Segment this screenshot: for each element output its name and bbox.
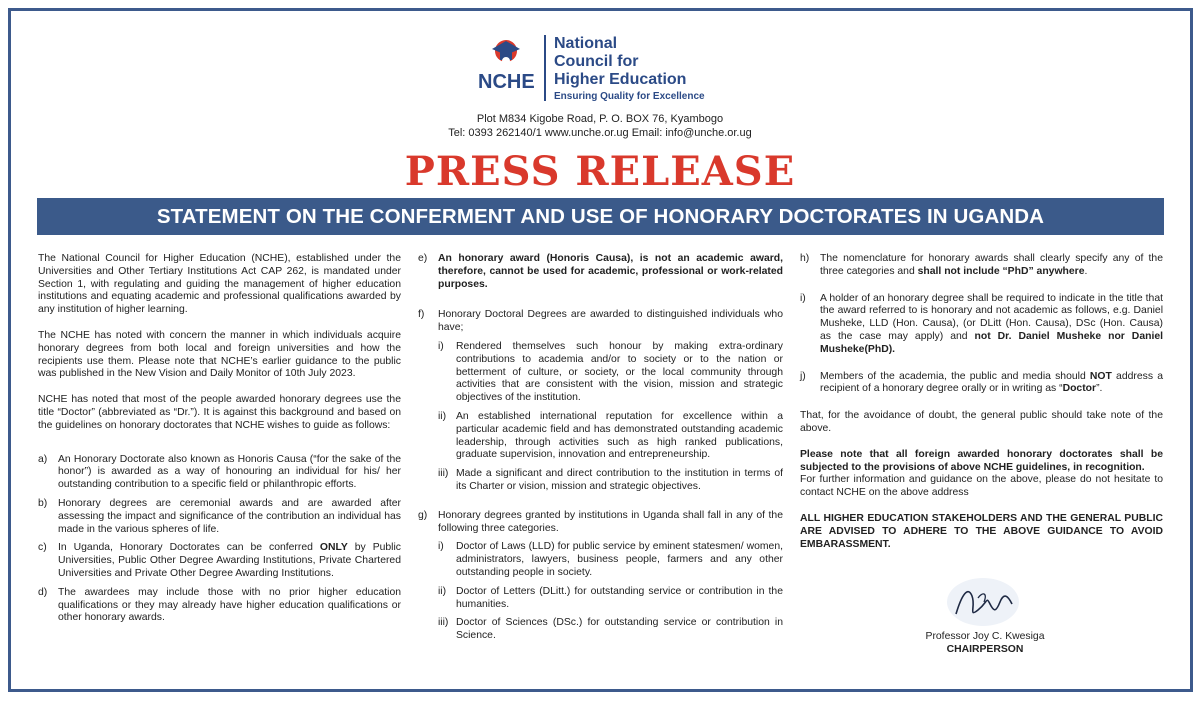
text-run: A holder of an honorary degree shall be required to indicate in the title that the award referred to is honorary and not academic as follows, e.g. Daniel Musheke, LLD (Hon. Causa), (or DLitt (Hon. Causa), DSc (Hon. Causa) as the case may apply) and (820, 292, 1163, 342)
logo-divider (544, 35, 546, 101)
sublist-marker: ii) (438, 410, 447, 422)
org-name-line1: National (554, 35, 618, 52)
text-run: Members of the academia, the public and media should (820, 370, 1090, 382)
list-item-text (820, 371, 1163, 397)
text-run: In Uganda, Honorary Doctorates can be conferred (58, 542, 320, 554)
sublist-item (438, 586, 783, 612)
list-item-i (800, 293, 1163, 357)
signatory-title: CHAIRPERSON (946, 644, 1024, 655)
list-item-a (38, 454, 401, 492)
statement-title-banner: STATEMENT ON THE CONFERMENT AND USE OF HONORARY DOCTORATES IN UGANDA (37, 198, 1164, 235)
list-marker: j) (800, 370, 806, 382)
graduate-cap-icon (488, 35, 524, 71)
text-run: The nomenclature for honorary awards shall clearly specify any of the three categories and (820, 253, 1163, 277)
list-marker: c) (38, 542, 47, 554)
sublist-f (418, 341, 783, 494)
sublist-item-text: Made a significant and direct contribution to the institution in terms of its Charter or vision, mission and strategic objectives. (456, 468, 783, 492)
org-name-line2: Council for (554, 53, 639, 70)
list-item-g (418, 510, 783, 536)
sublist-item (438, 411, 783, 462)
list-item-d (38, 587, 401, 625)
list-item-text (820, 253, 1163, 279)
emphasis-text: Doctor (1062, 383, 1097, 395)
signatory-name: Professor Joy C. Kwesiga (925, 631, 1045, 642)
org-name-line3: Higher Education (554, 71, 687, 88)
foreign-doctorates-paragraph: Please note that all foreign awarded honorary doctorates shall be subjected to the provisions of above NCHE guidelines, in recognition. (800, 448, 1163, 473)
sublist-g (418, 541, 783, 643)
address-line-1: Plot M834 Kigobe Road, P. O. BOX 76, Kyambogo (476, 113, 724, 125)
sublist-item-text: Doctor of Laws (LLD) for public service by eminent statesmen/ women, administrators, lawyers, business people, farmers and any other outstanding people in society. (456, 541, 783, 578)
sublist-item (438, 541, 783, 579)
advisory-paragraph: ALL HIGHER EDUCATION STAKEHOLDERS AND THE GENERAL PUBLIC ARE ADVISED TO ADHERE TO THE ABOVE GUIDANCE TO AVOID EMBARASSMENT. (800, 512, 1163, 550)
sublist-marker: i) (438, 340, 444, 352)
list-item-h (800, 253, 1163, 279)
sublist-item-text: Doctor of Letters (DLitt.) for outstanding service or contribution in the humanities. (456, 585, 783, 610)
list-item-c (38, 542, 401, 580)
list-item-text: An Honorary Doctorate also known as Honoris Causa (“for the sake of the honor”) is awarded as a way of honouring an individual for his/ her outstanding contribution to a specific field or philanthropic efforts. (58, 453, 401, 491)
list-marker: f) (418, 309, 425, 321)
sublist-marker: i) (438, 541, 444, 553)
list-item-text: Honorary degrees are ceremonial awards and are awarded after assessing the impact and significance of the contribution an individual has made in the various spheres of life. (58, 497, 401, 535)
guidance-intro-paragraph: NCHE has noted that most of the people awarded honorary degrees use the title “Doctor” (abbreviated as “Dr.”). It is against this background and based on the guidelines on honorary doctorates that NCHE wishes to guide as follows: (38, 394, 401, 431)
nche-logo (478, 35, 705, 102)
intro-paragraph: The National Council for Higher Education (NCHE), established under the Universities and Other Tertiary Institutions Act CAP 262, is mandated under Section 1, with regulating and guiding the management of higher education institutions and equating academic and professional qualifications awarded by any institution of higher learning. (38, 253, 401, 316)
list-item-j (800, 371, 1163, 397)
column-1 (38, 253, 401, 631)
sublist-item (438, 468, 783, 494)
sublist-item-text: Doctor of Sciences (DSc.) for outstanding service or contribution in Science. (456, 617, 783, 642)
sublist-marker: iii) (438, 468, 449, 480)
logo-acronym: NCHE (478, 71, 535, 93)
text-run: address a recipient of a honorary degree orally or in writing as “ (820, 370, 1163, 395)
emphasis-text: ONLY (319, 542, 348, 554)
list-item-text: An honorary award (Honoris Causa), is not an academic award, therefore, cannot be used for academic, professional or work-related purposes. (438, 253, 783, 290)
concern-paragraph: The NCHE has noted with concern the manner in which individuals acquire honorary degrees from both local and foreign universities and how the recipients use them. Please note that NCHE’s earlier guidance to the public was published in the New Vision and Daily Monitor of 10th July 2023. (38, 329, 401, 380)
list-marker: g) (418, 509, 428, 521)
list-item-text (820, 293, 1163, 357)
list-marker: b) (38, 497, 48, 509)
address-block (420, 112, 780, 140)
sublist-item (438, 341, 783, 405)
emphasis-text: not Dr. Daniel Musheke nor Daniel Musheke(PhD). (820, 330, 1163, 355)
list-marker: d) (38, 586, 48, 598)
further-info-paragraph: For further information and guidance on the above, please do not hesitate to contact NCHE on the above address (800, 474, 1163, 499)
org-tagline: Ensuring Quality for Excellence (554, 91, 705, 102)
text-run: by Public Universities, Public Other Degree Awarding Institutions, Private Chartered Universities and Private Other Degree Awarding Institutions. (58, 542, 401, 579)
column-2 (418, 253, 783, 649)
list-marker: i) (800, 292, 806, 304)
sublist-item (438, 617, 783, 643)
text-run: . (1084, 265, 1088, 277)
sublist-item-text: Rendered themselves such honour by making extra-ordinary contributions to academia and/or to society or to the nation or betterment of culture, or society, or the local community through activities that are consistent with the vision, mission and strategic objectives of the institution. (456, 340, 783, 404)
sublist-item-text: An established international reputation for excellence within a particular academic field and has demonstrated outstanding academic leadership, through activities such as high ranked publications, graduate supervision, innovation and entrepreneurship. (456, 410, 783, 461)
list-item-f (418, 309, 783, 335)
list-marker: h) (800, 253, 810, 264)
address-line-2: Tel: 0393 262140/1 www.unche.or.ug Email: info@unche.or.ug (448, 127, 752, 139)
avoidance-paragraph: That, for the avoidance of doubt, the general public should take note of the above. (800, 410, 1163, 434)
emphasis-text: shall not include “PhD” anywhere (917, 265, 1085, 277)
list-item-e (418, 253, 783, 291)
list-item-text: The awardees may include those with no prior higher education qualifications or they may already have higher education qualifications or other honorary awards. (58, 586, 401, 624)
list-item-b (38, 498, 401, 536)
list-marker: a) (38, 453, 48, 465)
emphasis-text: NOT (1089, 370, 1112, 382)
list-item-text: Honorary Doctoral Degrees are awarded to distinguished individuals who have; (438, 309, 783, 334)
list-marker: e) (418, 253, 428, 264)
column-3 (800, 253, 1163, 564)
signatory-block (905, 630, 1065, 656)
sublist-marker: ii) (438, 585, 447, 597)
sublist-marker: iii) (438, 617, 449, 629)
signature-image (938, 574, 1028, 634)
list-item-text: Honorary degrees granted by institutions in Uganda shall fall in any of the following three categories. (438, 509, 783, 534)
text-run: ”. (1096, 383, 1103, 395)
list-item-text (58, 542, 401, 580)
press-release-heading: PRESS RELEASE (404, 148, 796, 195)
